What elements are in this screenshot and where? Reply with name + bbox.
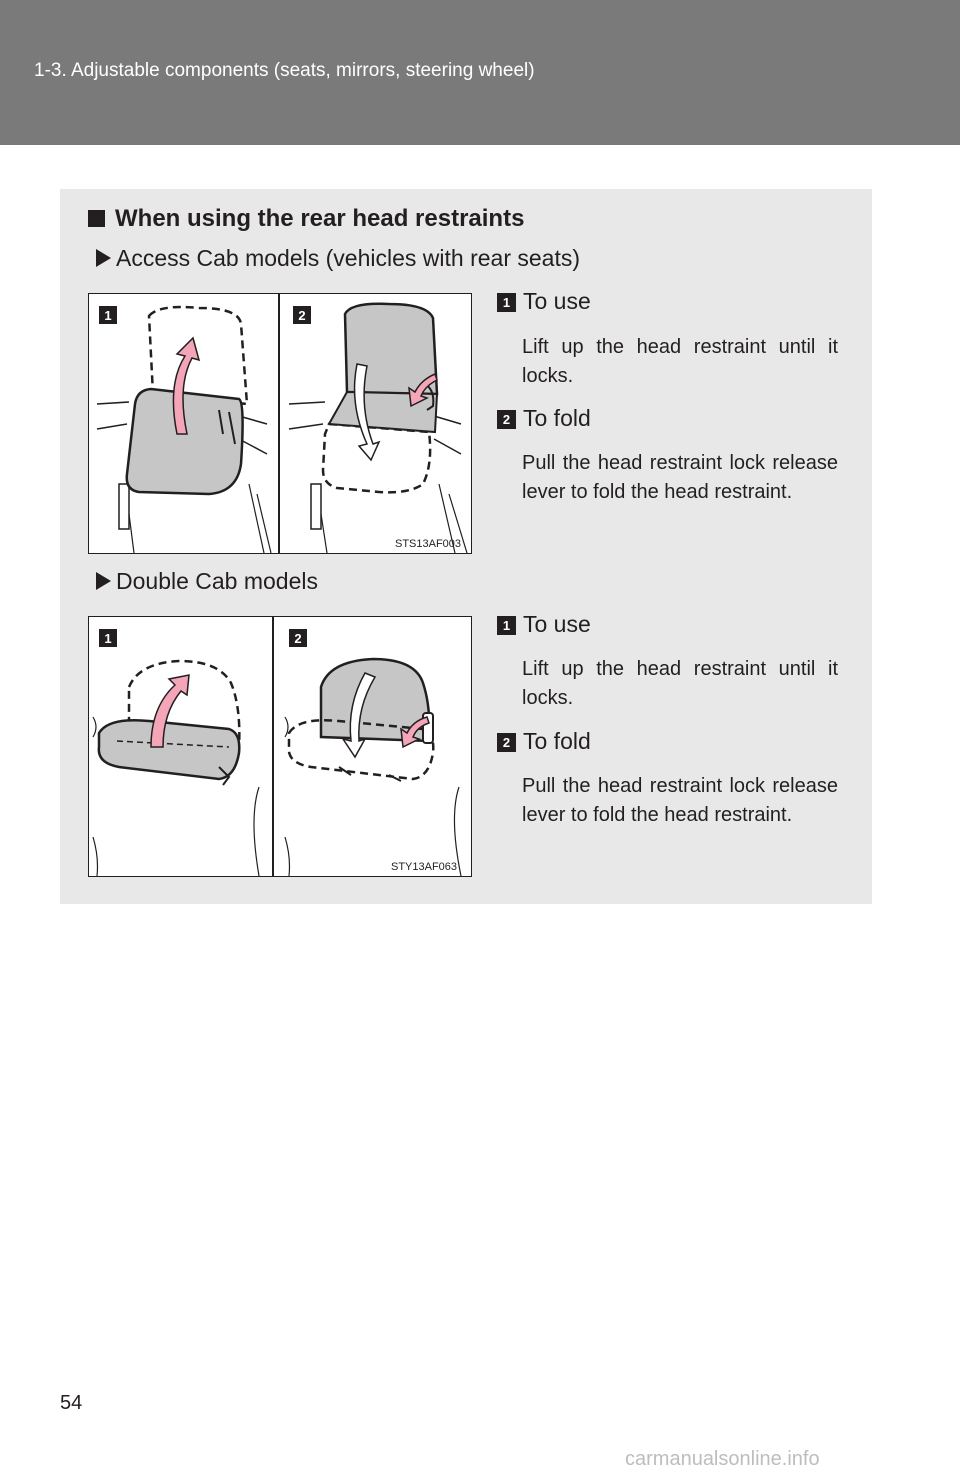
access-cab-illustration-svg <box>89 294 471 553</box>
access-cab-step-1-title <box>497 288 591 315</box>
double-cab-illustration <box>88 616 472 877</box>
double-cab-figure-code: STY13AF063 <box>391 861 458 873</box>
access-cab-step-1-title-text: To use <box>523 288 591 314</box>
access-cab-step-2-title-text: To fold <box>523 405 591 431</box>
double-cab-illustration-svg <box>89 617 471 876</box>
double-cab-step-2-title <box>497 728 591 755</box>
access-cab-illustration <box>88 293 472 554</box>
step-number-1-icon: 1 <box>497 616 516 635</box>
watermark: carmanualsonline.info <box>625 1448 820 1470</box>
step-number-2-icon: 2 <box>497 410 516 429</box>
access-cab-panel-label-2: 2 <box>298 308 306 323</box>
section-title <box>88 205 524 233</box>
access-cab-figure-code: STS13AF003 <box>395 538 462 550</box>
double-cab-step-1-title <box>497 611 591 638</box>
double-cab-panel-label-1: 1 <box>104 631 112 646</box>
step-number-2-icon: 2 <box>497 733 516 752</box>
double-cab-heading-text: Double Cab models <box>116 568 319 594</box>
double-cab-step-2-text: Pull the head restraint lock release lever to fold the head restraint. <box>522 775 838 826</box>
access-cab-step-2-text: Pull the head restraint lock release lever to fold the head restraint. <box>522 452 838 503</box>
triangle-bullet-icon <box>96 572 111 590</box>
double-cab-step-1-text: Lift up the head restraint until it locks. <box>522 658 838 709</box>
access-cab-step-2-title <box>497 405 591 432</box>
page-header <box>0 0 960 145</box>
section-title-text: When using the rear head restraints <box>115 205 525 232</box>
square-bullet-icon <box>88 210 105 227</box>
page-number: 54 <box>60 1392 83 1414</box>
double-cab-step-2-title-text: To fold <box>523 728 591 754</box>
double-cab-panel-label-2: 2 <box>294 631 302 646</box>
double-cab-step-1-title-text: To use <box>523 611 591 637</box>
step-number-1-icon: 1 <box>497 293 516 312</box>
access-cab-heading <box>96 245 580 272</box>
double-cab-heading <box>96 568 318 595</box>
access-cab-heading-text: Access Cab models (vehicles with rear seats) <box>116 245 580 271</box>
header-title: 1-3. Adjustable components (seats, mirrors, steering wheel) <box>34 60 535 81</box>
access-cab-panel-label-1: 1 <box>104 308 112 323</box>
access-cab-step-1-text: Lift up the head restraint until it locks. <box>522 336 838 387</box>
triangle-bullet-icon <box>96 249 111 267</box>
